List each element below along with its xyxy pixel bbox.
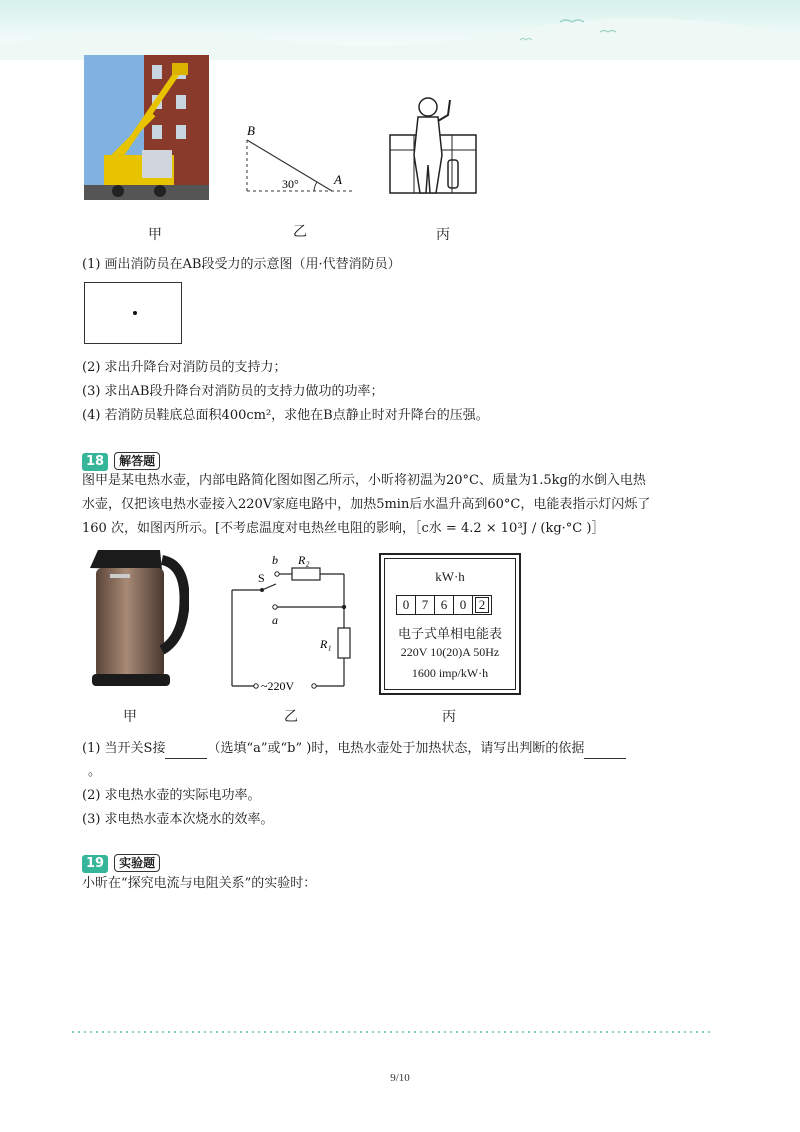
meter-spec: 220V 10(20)A 50Hz xyxy=(400,645,500,659)
circuit-label-s: S xyxy=(258,571,265,585)
q18-sub3: (3) 求电热水壶本次烧水的效率。 xyxy=(82,812,274,827)
meter-title: 电子式单相电能表 xyxy=(397,627,502,642)
firefighter-drawing xyxy=(388,95,478,195)
q18-number-badge: 18 xyxy=(82,453,108,471)
electric-kettle-photo xyxy=(84,540,189,690)
q19-stem-line1: 小昕在“探究电流与电阻关系”的实验时： xyxy=(82,876,317,891)
q17-sub2: (2) 求出升降台对消防员的支持力； xyxy=(82,360,287,375)
q19-number-badge: 19 xyxy=(82,855,108,873)
force-diagram-box xyxy=(84,282,182,344)
meter-unit: kW·h xyxy=(435,569,465,584)
reason-answer-blank[interactable] xyxy=(584,744,626,759)
meter-rate: 1600 imp/kW·h xyxy=(411,666,489,680)
q18-sub1-end: 。 xyxy=(88,764,102,779)
circuit-label-r2: R₂ xyxy=(298,553,310,567)
q18-sub1 xyxy=(82,739,626,759)
meter-digit-3: 6 xyxy=(435,595,454,615)
fig1-caption-yi: 乙 xyxy=(293,224,307,240)
q19-type-tag: 实验题 xyxy=(114,854,160,872)
header-banner xyxy=(0,0,800,60)
q17-sub4: (4) 若消防员鞋底总面积400cm²，求他在B点静止时对升降台的压强。 xyxy=(82,408,489,423)
fig2-caption-yi: 乙 xyxy=(284,709,298,725)
angle-label: 30° xyxy=(282,177,299,191)
q18-header xyxy=(82,450,160,471)
photo-aerial-ladder-truck xyxy=(84,55,209,200)
circuit-label-a: a xyxy=(272,613,278,627)
point-a-label: A xyxy=(334,172,342,187)
q19-header xyxy=(82,852,160,873)
circuit-label-source: ~220V xyxy=(261,679,295,693)
firefighter-dot xyxy=(133,311,137,315)
meter-digits xyxy=(396,595,492,615)
fig1-caption-bing: 丙 xyxy=(436,227,450,243)
incline-diagram xyxy=(240,118,360,198)
meter-digit-1: 0 xyxy=(396,595,416,615)
meter-digit-2: 7 xyxy=(416,595,435,615)
q18-stem-line2: 水壶，仅把该电热水壶接入220V家庭电路中，加热5min后水温升高到60°C，电能表指示灯闪烁了 xyxy=(82,497,651,512)
energy-meter xyxy=(379,553,521,695)
circuit-label-r1: R₁ xyxy=(320,637,332,651)
fig2-caption-bing: 丙 xyxy=(442,709,456,725)
meter-digit-4: 0 xyxy=(454,595,473,615)
q18-sub1-part2: （选填“a”或“b” )时，电热水壶处于加热状态，请写出判断的依据 xyxy=(207,741,585,756)
switch-answer-blank[interactable] xyxy=(165,744,207,759)
fig2-caption-jia: 甲 xyxy=(123,709,137,725)
meter-digit-5 xyxy=(473,595,492,615)
circuit-diagram xyxy=(224,548,364,696)
q18-stem-line3: 160 次，如图丙所示。[不考虑温度对电热丝电阻的影响，［c水 = 4.2 × 10³J / (kg·°C )］ xyxy=(82,521,605,536)
point-b-label: B xyxy=(247,123,255,138)
footer-dotted-divider xyxy=(70,1031,710,1033)
q18-sub2: (2) 求电热水壶的实际电功率。 xyxy=(82,788,261,803)
fig1-caption-jia: 甲 xyxy=(148,227,162,243)
q18-stem-line1: 图甲是某电热水壶，内部电路简化图如图乙所示，小昕将初温为20°C、质量为1.5kg的水倒入电热 xyxy=(82,473,646,488)
q17-sub3: (3) 求出AB段升降台对消防员的支持力做功的功率； xyxy=(82,384,384,399)
q18-type-tag: 解答题 xyxy=(114,452,160,470)
page-number: 9/10 xyxy=(390,1072,410,1084)
meter-digit-5-decimal: 2 xyxy=(475,597,489,613)
q18-sub1-part1: (1) 当开关S接 xyxy=(82,741,166,756)
circuit-label-b: b xyxy=(272,553,278,567)
q17-sub1: (1) 画出消防员在AB段受力的示意图（用·代替消防员） xyxy=(82,257,401,272)
